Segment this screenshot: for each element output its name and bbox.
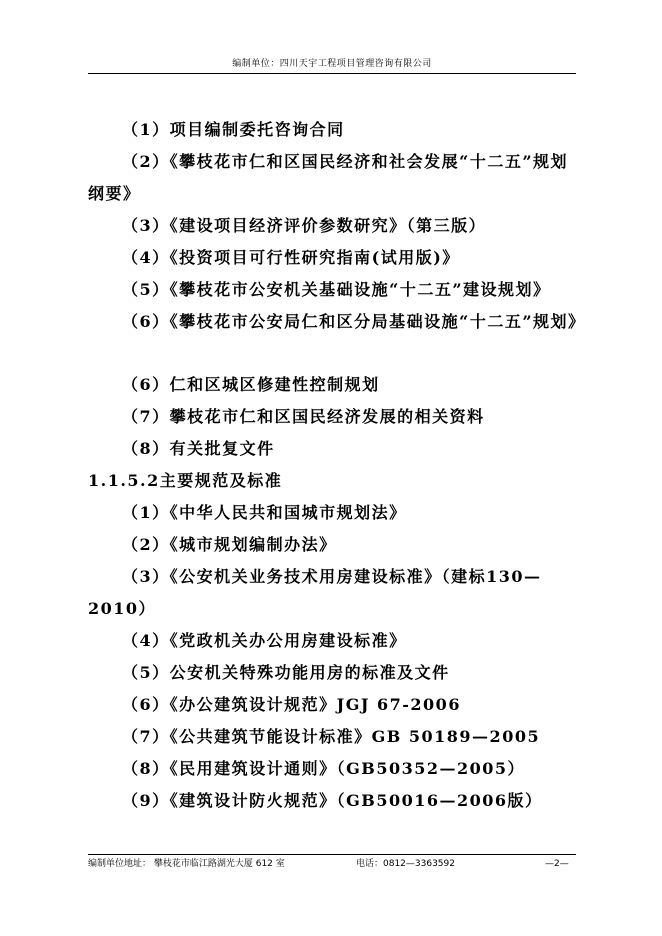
reference-item: （1）项目编制委托咨询合同 [122,120,345,139]
standard-item: （7）《公共建筑节能设计标准》GB 50189—2005 [122,727,541,746]
standard-item: （3）《公安机关业务技术用房建设标准》（建标130— [122,567,542,586]
section-heading: 1.1.5.2主要规范及标准 [88,471,283,490]
standard-item-continuation: 2010） [88,599,157,618]
blank-line [88,338,588,369]
reference-item: （7）攀枝花市仁和区国民经济发展的相关资料 [122,407,485,426]
standard-item: （6）《办公建筑设计规范》JGJ 67-2006 [122,695,461,714]
standard-item: （5）公安机关特殊功能用房的标准及文件 [122,663,450,682]
document-body [88,114,588,817]
footer-address: 编制单位地址： 攀枝花市临江路湖光大厦 612 室 [88,859,285,869]
reference-item: （4）《投资项目可行性研究指南(试用版)》 [122,248,460,267]
reference-item: （6）《攀枝花市公安局仁和区分局基础设施“十二五”规划》 [122,312,586,331]
header-divider [88,73,576,74]
page-number: —2— [545,859,569,869]
reference-item: （8）有关批复文件 [122,439,275,458]
reference-item: （6）仁和区城区修建性控制规划 [122,375,380,394]
standard-item: （9）《建筑设计防火规范》（GB50016—2006版） [122,791,543,810]
reference-item: （3）《建设项目经济评价参数研究》（第三版） [122,216,487,235]
standard-item: （2）《城市规划编制办法》 [122,535,337,554]
reference-item: （2）《攀枝花市仁和区国民经济和社会发展“十二五”规划 [122,152,569,171]
footer-phone: 电话：0812—3363592 [356,859,455,869]
footer-divider [88,854,576,855]
reference-item: （5）《攀枝花市公安机关基础设施“十二五”建设规划》 [122,280,551,299]
standard-item: （1）《中华人民共和国城市规划法》 [122,503,407,522]
standard-item: （8）《民用建筑设计通则》（GB50352—2005） [122,759,526,778]
page-header: 编制单位：四川天宇工程项目管理咨询有限公司 [232,59,432,69]
standard-item: （4）《党政机关办公用房建设标准》 [122,631,407,650]
reference-item-continuation: 纲要》 [88,184,141,203]
